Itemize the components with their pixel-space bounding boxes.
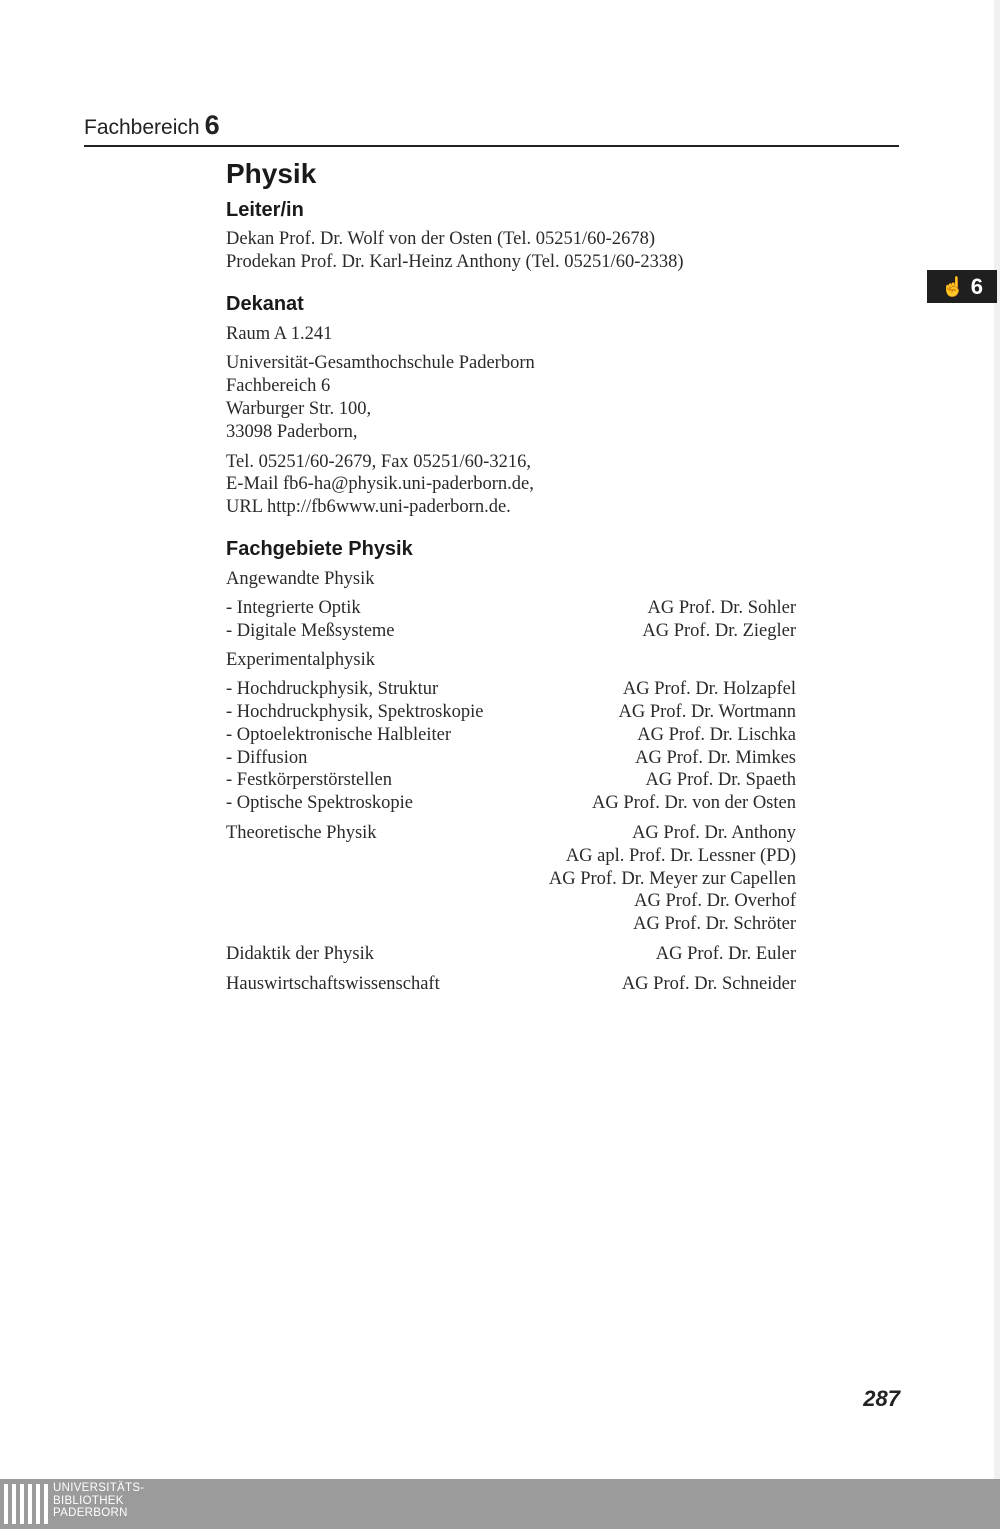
group-label-angewandte: Angewandte Physik (226, 568, 375, 589)
page-number: 287 (863, 1386, 900, 1411)
experimental-list (226, 678, 796, 815)
page-title: Physik (226, 158, 317, 189)
area-name: - Digitale Meßsysteme (226, 620, 395, 641)
group-name: AG Prof. Dr. Holzapfel (622, 679, 796, 700)
address-line: Fachbereich 6 (226, 376, 331, 397)
theoretische-groups (549, 822, 796, 936)
dekanat-room: Raum A 1.241 (226, 323, 333, 344)
running-head-number: 6 (204, 110, 220, 140)
group-name: AG Prof. Dr. Schröter (633, 914, 796, 935)
area-name: - Optoelektronische Halbleiter (226, 724, 451, 745)
hauswirtschaft-row (226, 973, 796, 996)
library-footer (0, 1479, 1000, 1529)
list-item (226, 620, 796, 643)
list-item (226, 747, 796, 770)
didaktik-row (226, 943, 796, 966)
dekanat-address (226, 352, 796, 443)
address-line: Universität-Gesamthochschule Paderborn (226, 353, 535, 374)
group-name: AG Prof. Dr. Euler (655, 943, 796, 964)
contact-url: URL http://fb6www.uni-paderborn.de. (226, 497, 511, 518)
dekanat-heading: Dekanat (226, 292, 304, 315)
contact-phone: Tel. 05251/60-2679, Fax 05251/60-3216, (226, 451, 531, 472)
group-label-experimental: Experimentalphysik (226, 650, 375, 671)
group-name: AG apl. Prof. Dr. Lessner (PD) (565, 845, 796, 866)
section-tab-number: 6 (970, 273, 983, 299)
group-name: AG Prof. Dr. Schneider (621, 973, 796, 994)
running-head-label: Fachbereich (84, 116, 200, 139)
library-name-line: UNIVERSITÄTS- (53, 1482, 145, 1494)
group-name: AG Prof. Dr. Lischka (637, 724, 796, 745)
library-name-line: PADERBORN (53, 1507, 128, 1519)
angewandte-list (226, 597, 796, 643)
list-item (226, 701, 796, 724)
group-name: AG Prof. Dr. Sohler (647, 597, 796, 618)
list-item (226, 724, 796, 747)
leiter-heading: Leiter/in (226, 199, 304, 221)
list-item (226, 792, 796, 815)
list-item (226, 769, 796, 792)
group-name: AG Prof. Dr. Spaeth (645, 770, 796, 791)
leiter-line: Dekan Prof. Dr. Wolf von der Osten (Tel. 05251/60-2678) (226, 229, 655, 249)
address-line: Warburger Str. 100, (226, 398, 372, 419)
contact-email: E-Mail fb6-ha@physik.uni-paderborn.de, (226, 474, 534, 495)
group-name: AG Prof. Dr. Wortmann (618, 701, 796, 722)
group-name: AG Prof. Dr. Meyer zur Capellen (548, 868, 796, 889)
page-edge (994, 0, 1000, 1479)
header-rule (84, 145, 899, 147)
address-line: 33098 Paderborn, (226, 421, 358, 442)
fachgebiete-heading: Fachgebiete Physik (226, 537, 413, 560)
area-name: - Hochdruckphysik, Struktur (226, 679, 439, 700)
library-logo (4, 1484, 48, 1524)
hand-pointer-icon: ☝ (941, 276, 965, 298)
library-name-line: BIBLIOTHEK (53, 1494, 124, 1507)
page-content (226, 150, 796, 996)
area-name: - Hochdruckphysik, Spektroskopie (226, 701, 484, 722)
group-name: AG Prof. Dr. Overhof (634, 891, 796, 912)
group-name: AG Prof. Dr. von der Osten (592, 793, 796, 814)
group-label-didaktik: Didaktik der Physik (226, 943, 374, 964)
running-head (84, 110, 220, 141)
section-tab (927, 270, 997, 303)
theoretische-block (226, 822, 796, 936)
group-name: AG Prof. Dr. Mimkes (635, 747, 796, 768)
library-name (53, 1482, 144, 1520)
area-name: - Festkörperstörstellen (226, 770, 392, 791)
area-name: - Optische Spektroskopie (226, 793, 414, 814)
area-name: - Integrierte Optik (226, 597, 361, 618)
leiter-block (226, 228, 796, 274)
list-item (226, 597, 796, 620)
group-name: AG Prof. Dr. Ziegler (642, 620, 796, 641)
group-label-theoretische: Theoretische Physik (226, 822, 377, 843)
list-item (226, 678, 796, 701)
area-name: - Diffusion (226, 747, 308, 768)
group-name: AG Prof. Dr. Anthony (632, 822, 796, 843)
dekanat-contact (226, 451, 796, 519)
group-label-hauswirtschaft: Hauswirtschaftswissenschaft (226, 973, 440, 994)
leiter-line: Prodekan Prof. Dr. Karl-Heinz Anthony (Tel. 05251/60-2338) (226, 251, 684, 272)
